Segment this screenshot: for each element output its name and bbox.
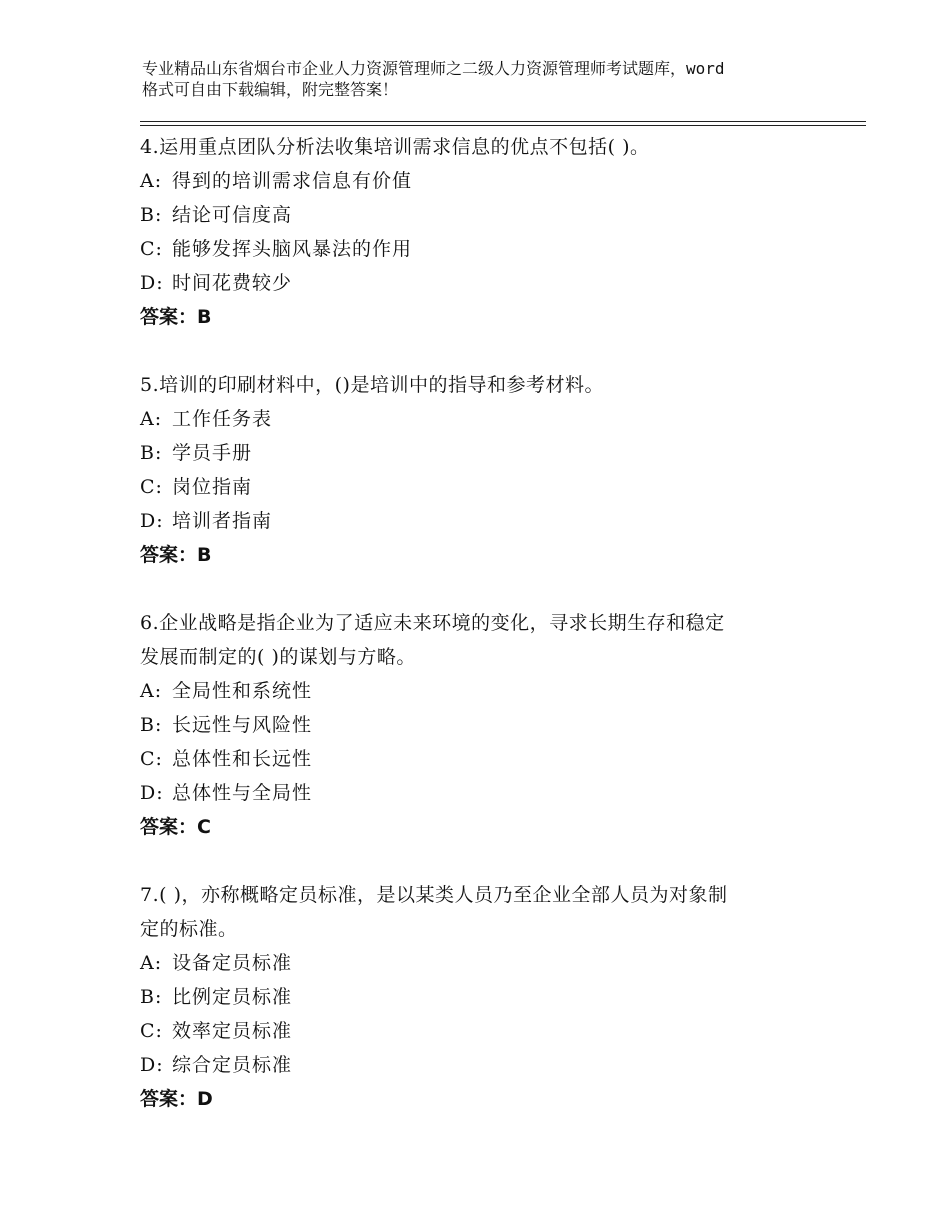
option-text: 总体性和长远性 [172,748,313,770]
document-header [142,58,842,100]
option-text: 设备定员标准 [172,952,293,974]
option-letter: C: [140,238,163,260]
option-d [140,504,820,538]
option-letter: A: [140,952,163,974]
option-d [140,266,820,300]
answer-value: C [197,816,211,838]
option-c [140,742,820,776]
answer-label: 答案： [140,306,198,328]
option-letter: C: [140,476,163,498]
header-divider-top [140,121,866,122]
option-text: 效率定员标准 [172,1020,293,1042]
option-text: 培训者指南 [172,510,273,532]
answer-value: B [197,544,212,566]
option-c [140,1014,820,1048]
option-b [140,198,820,232]
option-text: 工作任务表 [172,408,273,430]
option-a [140,164,820,198]
answer-label: 答案： [140,1088,198,1110]
answer-label: 答案： [140,544,198,566]
option-a [140,674,820,708]
header-line-1: 专业精品山东省烟台市企业人力资源管理师之二级人力资源管理师考试题库，word [142,59,725,78]
question-text-line-1: 7.( )，亦称概略定员标准，是以某类人员乃至企业全部人员为对象制 [140,884,728,906]
question-6 [140,606,820,844]
answer-line [140,538,820,572]
option-text: 综合定员标准 [172,1054,293,1076]
answer-value: B [197,306,212,328]
header-line-2: 格式可自由下载编辑，附完整答案！ [142,80,399,99]
option-letter: D: [140,272,164,294]
question-text: 5.培训的印刷材料中，()是培训中的指导和参考材料。 [140,374,604,396]
question-5 [140,368,820,572]
option-b [140,708,820,742]
option-a [140,946,820,980]
option-letter: C: [140,748,163,770]
question-text-line-1: 6.企业战略是指企业为了适应未来环境的变化，寻求长期生存和稳定 [140,612,725,634]
option-a [140,402,820,436]
option-text: 得到的培训需求信息有价值 [172,170,413,192]
option-letter: B: [140,714,163,736]
option-b [140,436,820,470]
option-text: 时间花费较少 [172,272,293,294]
option-text: 学员手册 [172,442,253,464]
answer-value: D [197,1088,213,1110]
option-text: 能够发挥头脑风暴法的作用 [172,238,413,260]
option-letter: D: [140,1054,164,1076]
option-letter: D: [140,782,164,804]
option-text: 总体性与全局性 [172,782,313,804]
option-text: 全局性和系统性 [172,680,313,702]
header-divider-bottom [140,125,866,126]
answer-label: 答案： [140,816,198,838]
option-letter: B: [140,986,163,1008]
option-letter: B: [140,204,163,226]
option-d [140,1048,820,1082]
option-letter: C: [140,1020,163,1042]
option-c [140,470,820,504]
answer-line [140,1082,820,1116]
answer-line [140,300,820,334]
answer-line [140,810,820,844]
option-c [140,232,820,266]
option-text: 岗位指南 [172,476,253,498]
option-text: 长远性与风险性 [172,714,313,736]
question-text-line-2: 发展而制定的( )的谋划与方略。 [140,646,416,668]
option-d [140,776,820,810]
option-letter: A: [140,680,163,702]
spacer [140,334,820,368]
spacer [140,844,820,878]
question-text-line-2: 定的标准。 [140,918,238,940]
option-letter: D: [140,510,164,532]
option-letter: A: [140,170,163,192]
question-4 [140,130,820,334]
question-list [140,130,820,1116]
question-text: 4.运用重点团队分析法收集培训需求信息的优点不包括( )。 [140,136,650,158]
option-text: 结论可信度高 [172,204,293,226]
question-7 [140,878,820,1116]
option-letter: A: [140,408,163,430]
option-letter: B: [140,442,163,464]
option-b [140,980,820,1014]
option-text: 比例定员标准 [172,986,293,1008]
spacer [140,572,820,606]
